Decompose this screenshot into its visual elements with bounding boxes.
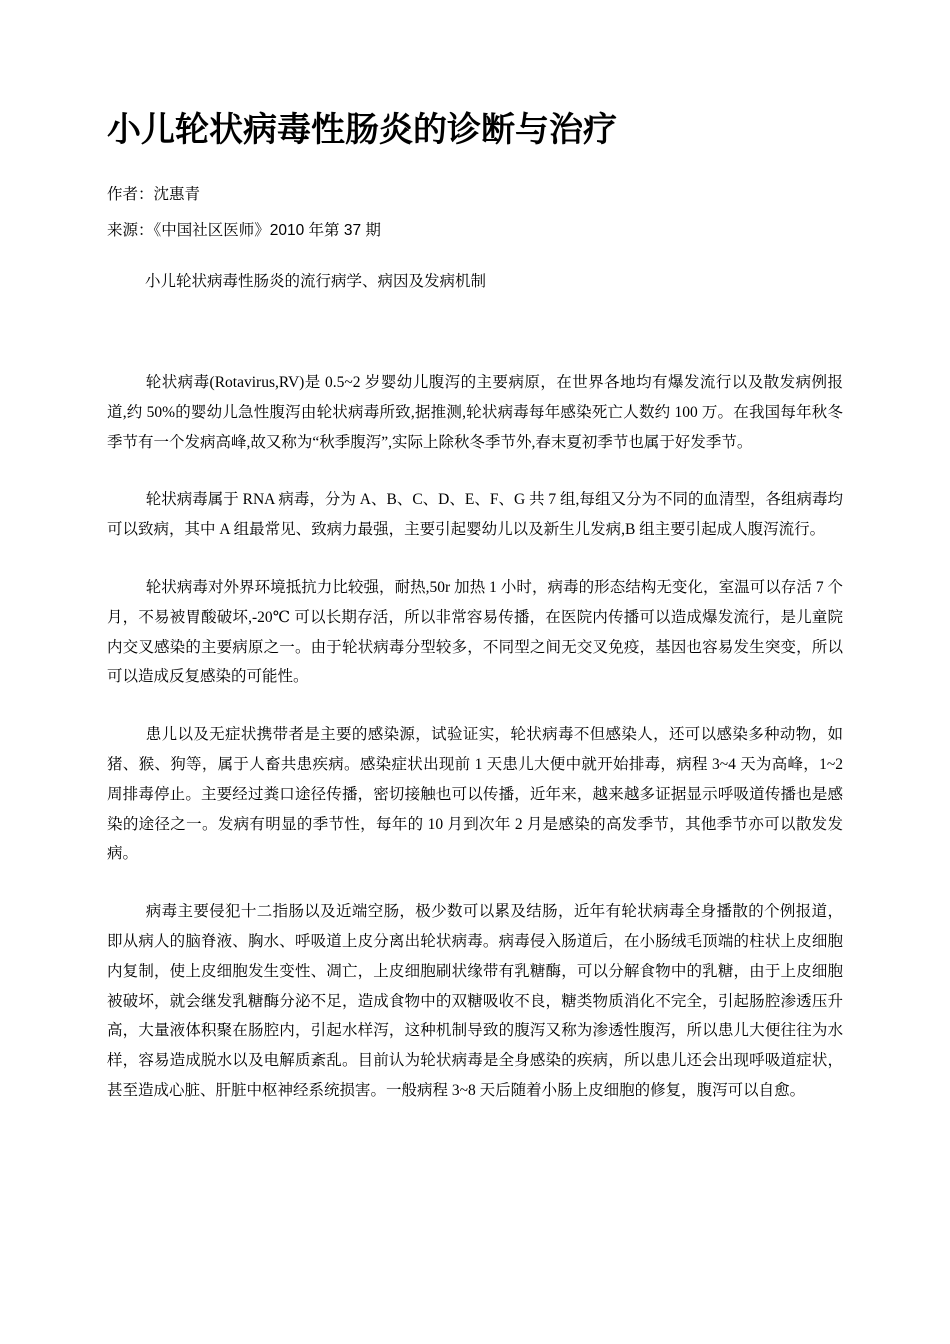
- paragraph: 轮状病毒(Rotavirus,RV)是 0.5~2 岁婴幼儿腹泻的主要病原，在世界各地均有爆发流行以及散发病例报道,约 50%的婴幼儿急性腹泻由轮状病毒所致,据推测,轮状病毒每年感染死亡人数约 100 万。在我国每年秋冬季节有一个发病高峰,故又称为“秋季腹泻”,实际上除秋冬季节外,春末夏初季节也属于好发季节。: [107, 374, 843, 451]
- page-title: 小儿轮状病毒性肠炎的诊断与治疗: [107, 110, 617, 150]
- paragraph: 患儿以及无症状携带者是主要的感染源，试验证实，轮状病毒不但感染人，还可以感染多种动物，如猪、猴、狗等，属于人畜共患疾病。感染症状出现前 1 天患儿大便中就开始排毒，病程 3~4 天为高峰，1~2 周排毒停止。主要经过粪口途径传播，密切接触也可以传播，近年来，越来越多证据显示呼吸道传播也是感染的途径之一。发病有明显的季节性，每年的 10 月到次年 2 月是感染的高发季节，其他季节亦可以散发发病。: [107, 726, 843, 863]
- article-body: [107, 368, 843, 1134]
- author-line: 作者：沈惠青: [107, 186, 201, 203]
- paragraph: 轮状病毒对外界环境抵抗力比较强，耐热,50r 加热 1 小时，病毒的形态结构无变化，室温可以存活 7 个月，不易被胃酸破坏,-20℃ 可以长期存活，所以非常容易传播，在医院内传播可以造成爆发流行，是儿童院内交叉感染的主要病原之一。由于轮状病毒分型较多，不同型之间无交叉免疫，基因也容易发生突变，所以可以造成反复感染的可能性。: [107, 578, 843, 686]
- paragraph: 病毒主要侵犯十二指肠以及近端空肠，极少数可以累及结肠，近年有轮状病毒全身播散的个例报道，即从病人的脑脊液、胸水、呼吸道上皮分离出轮状病毒。病毒侵入肠道后，在小肠绒毛顶端的柱状上皮细胞内复制，使上皮细胞发生变性、凋亡，上皮细胞刷状缘带有乳糖酶，可以分解食物中的乳糖，由于上皮细胞被破坏，就会继发乳糖酶分泌不足，造成食物中的双糖吸收不良，糖类物质消化不完全，引起肠腔渗透压升高，大量液体积聚在肠腔内，引起水样泻，这种机制导致的腹泻又称为渗透性腹泻，所以患儿大便往往为水样，容易造成脱水以及电解质紊乱。目前认为轮状病毒是全身感染的疾病，所以患儿还会出现呼吸道症状，甚至造成心脏、肝脏中枢神经系统损害。一般病程 3~8 天后随着小肠上皮细胞的修复，腹泻可以自愈。: [107, 903, 843, 1099]
- source-line: 来源：《中国社区医师》2010 年第 37 期: [107, 222, 381, 239]
- section-heading: 小儿轮状病毒性肠炎的流行病学、病因及发病机制: [145, 273, 487, 290]
- paragraph: 轮状病毒属于 RNA 病毒，分为 A、B、C、D、E、F、G 共 7 组,每组又分为不同的血清型，各组病毒均可以致病，其中 A 组最常见、致病力最强，主要引起婴幼儿以及新生儿发病,B 组主要引起成人腹泻流行。: [107, 491, 843, 539]
